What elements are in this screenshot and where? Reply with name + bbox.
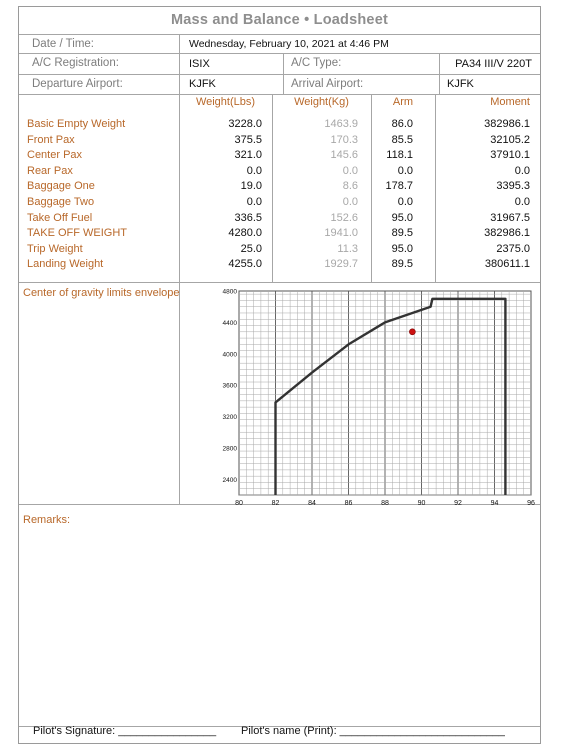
divider	[439, 53, 440, 94]
x-tick-label: 94	[490, 500, 499, 505]
row-label: Baggage Two	[27, 196, 95, 208]
registration-value: ISIX	[189, 58, 210, 70]
arm-cell: 85.5	[391, 133, 413, 146]
column-header-weight-lbs: Weight(Lbs)	[195, 96, 256, 108]
moment-cell: 2375.0	[496, 242, 530, 255]
arrival-value: KJFK	[447, 78, 474, 90]
weight-lbs-cell: 25.0	[240, 242, 262, 255]
moment-cell: 31967.5	[490, 211, 530, 224]
date-value: Wednesday, February 10, 2021 at 4:46 PM	[189, 38, 389, 50]
row-label: Basic Empty Weight	[27, 118, 126, 130]
column-header-moment: Moment	[490, 96, 530, 108]
aircraft-type-value: PA34 III/V 220T	[455, 58, 532, 70]
row-label: Trip Weight	[27, 242, 83, 255]
weight-lbs-cell: 19.0	[240, 180, 262, 193]
y-tick-label: 2800	[222, 445, 237, 453]
pilot-signature-field[interactable]: Pilot's Signature: ________________	[33, 725, 217, 737]
arm-cell: 95.0	[391, 211, 413, 224]
moment-cell: 380611.1	[484, 258, 530, 271]
weight-lbs-cell: 3228.0	[228, 118, 262, 130]
weight-kg-cell: 152.6	[330, 211, 358, 224]
weight-kg-cell: 1941.0	[324, 227, 358, 240]
weight-kg-cell: 0.0	[342, 196, 358, 208]
aircraft-type-label: A/C Type:	[291, 57, 342, 69]
page-title: Mass and Balance • Loadsheet	[171, 12, 388, 28]
moment-cell: 382986.1	[484, 118, 530, 130]
x-tick-label: 80	[235, 500, 243, 505]
row-label: Baggage One	[27, 180, 95, 193]
loadsheet	[18, 6, 541, 744]
pilot-name-field[interactable]: Pilot's name (Print): ___________________________	[241, 725, 505, 737]
remarks-field[interactable]	[23, 531, 536, 721]
y-tick-label: 3600	[222, 382, 237, 390]
x-tick-label: 90	[417, 500, 426, 505]
weight-lbs-cell: 4255.0	[228, 258, 262, 271]
weight-lbs-cell: 336.5	[234, 211, 262, 224]
arm-cell: 86.0	[391, 118, 413, 130]
arrival-label: Arrival Airport:	[291, 78, 364, 90]
x-tick-label: 92	[454, 500, 462, 505]
arm-cell: 95.0	[391, 242, 413, 255]
x-tick-label: 84	[308, 500, 316, 505]
divider	[179, 34, 180, 94]
weight-lbs-cell: 0.0	[246, 164, 262, 177]
moment-cell: 32105.2	[490, 133, 530, 146]
arm-cell: 0.0	[397, 164, 413, 177]
y-tick-label: 4000	[222, 351, 237, 359]
weight-kg-cell: 1463.9	[324, 118, 358, 130]
row-label: TAKE OFF WEIGHT	[27, 227, 128, 240]
column-header-weight-kg: Weight(Kg)	[294, 96, 349, 108]
row-label: Rear Pax	[27, 164, 73, 177]
remarks-label: Remarks:	[23, 514, 71, 526]
weight-lbs-cell: 4280.0	[228, 227, 262, 240]
date-label: Date / Time:	[32, 38, 94, 50]
weight-lbs-cell: 375.5	[234, 133, 262, 146]
weight-kg-cell: 145.6	[330, 149, 358, 162]
moment-cell: 0.0	[514, 164, 530, 177]
weight-kg-cell: 1929.7	[324, 258, 358, 271]
divider	[19, 53, 540, 54]
weight-lbs-cell: 321.0	[234, 149, 262, 162]
weight-kg-cell: 11.3	[337, 242, 358, 255]
cg-envelope-chart	[215, 279, 545, 505]
x-tick-label: 96	[527, 500, 535, 505]
x-tick-label: 82	[271, 500, 280, 505]
departure-label: Departure Airport:	[32, 78, 123, 90]
x-tick-label: 86	[344, 500, 353, 505]
moment-cell: 37910.1	[490, 149, 530, 162]
weight-kg-cell: 170.3	[330, 133, 358, 146]
weight-kg-cell: 8.6	[342, 180, 358, 193]
y-tick-label: 4400	[222, 319, 237, 327]
column-header-arm: Arm	[392, 96, 414, 108]
y-tick-label: 4800	[222, 288, 237, 296]
arm-cell: 89.5	[391, 227, 413, 240]
moment-cell: 0.0	[514, 196, 530, 208]
divider	[283, 53, 284, 94]
divider	[19, 74, 540, 75]
moment-cell: 3395.3	[496, 180, 530, 193]
row-label: Front Pax	[27, 133, 75, 146]
row-label: Center Pax	[27, 149, 83, 162]
cg-point	[409, 329, 415, 335]
divider	[19, 34, 540, 35]
envelope-label: Center of gravity limits envelope	[23, 287, 180, 299]
arm-cell: 0.0	[397, 196, 413, 208]
x-tick-label: 88	[381, 500, 389, 505]
weight-kg-cell: 0.0	[342, 164, 358, 177]
weight-lbs-cell: 0.0	[246, 196, 262, 208]
arm-cell: 118.1	[386, 149, 413, 162]
registration-label: A/C Registration:	[32, 57, 119, 69]
y-tick-label: 2400	[222, 476, 237, 484]
row-label: Take Off Fuel	[27, 211, 93, 224]
row-label: Landing Weight	[27, 258, 104, 271]
departure-value: KJFK	[189, 78, 216, 90]
arm-cell: 89.5	[391, 258, 413, 271]
arm-cell: 178.7	[385, 180, 413, 193]
y-tick-label: 3200	[222, 414, 237, 422]
moment-cell: 382986.1	[484, 227, 530, 240]
